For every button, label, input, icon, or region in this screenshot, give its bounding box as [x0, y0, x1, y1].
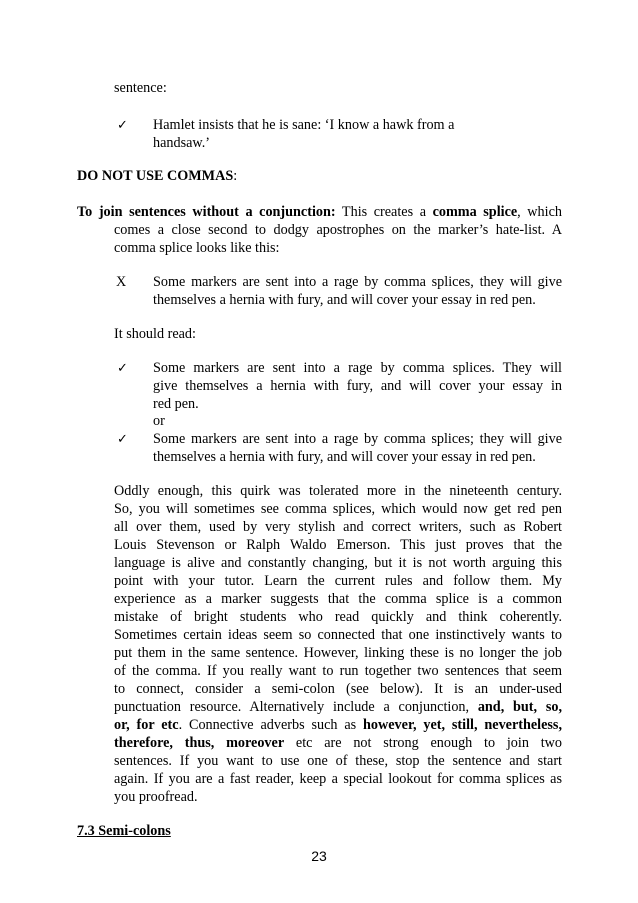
body-line-15-text: etc are not strong enough to join two — [284, 735, 562, 751]
body-line-9: Sometimes certain ideas seem so connected that one instinctively wants to — [114, 627, 562, 643]
right-example-2-line-2: themselves a hernia with fury, and will cover your essay in red pen. — [153, 449, 536, 465]
sentence-label: sentence: — [114, 80, 167, 96]
body-line-5: language is alive and constantly changing, but it is not worth arguing this — [114, 555, 562, 571]
splice-para-line-2: comes a close second to dodgy apostrophes on the marker’s hate-list. A — [114, 222, 562, 238]
body-line-14 — [114, 715, 562, 735]
hamlet-line-1: Hamlet insists that he is sane: ‘I know a hawk from a — [153, 117, 455, 133]
right-example-2-line-1: Some markers are sent into a rage by comma splices; they will give — [153, 431, 562, 447]
body-line-10: put them in the same sentence. However, linking these is no longer the job — [114, 645, 562, 661]
splice-text-1: This creates a — [335, 204, 433, 220]
right-example-1-line-2: give themselves a hernia with fury, and will cover your essay in — [153, 378, 562, 394]
body-line-6: point with your tutor. Learn the current rules and follow them. My — [114, 573, 562, 589]
body-line-11: of the comma. If you really want to run together two sentences that seem — [114, 663, 562, 679]
section-heading: 7.3 Semi-colons — [77, 823, 171, 839]
body-line-2: So, you will sometimes see comma splices, which would now get red pen — [114, 501, 562, 517]
body-line-4: Louis Stevenson or Ralph Waldo Emerson. This just proves that the — [114, 537, 562, 553]
body-line-16: sentences. If you want to use one of these, stop the sentence and start — [114, 753, 562, 769]
adverbs-bold-2: therefore, thus, moreover — [114, 735, 285, 751]
conjunctions-bold: and, but, so, — [477, 699, 562, 715]
body-line-14-text: . Connective adverbs such as — [178, 717, 364, 733]
checkmark-icon: ✓ — [117, 432, 128, 447]
splice-para-line-1 — [77, 202, 562, 222]
heading-text: DO NOT USE COMMAS — [77, 168, 234, 184]
splice-bold-lead: To join sentences without a conjunction: — [77, 204, 336, 220]
page-number: 23 — [311, 848, 327, 864]
body-line-15 — [114, 733, 562, 753]
body-line-18: you proofread. — [114, 789, 198, 805]
heading-colon: : — [233, 168, 238, 184]
body-line-7: experience as a marker suggests that the comma splice is a common — [114, 591, 562, 607]
wrong-example-line-1: Some markers are sent into a rage by comma splices, they will give — [153, 274, 562, 290]
should-read-text: It should read: — [114, 326, 196, 342]
body-line-12: to connect, consider a semi-colon (see below). It is an under-used — [114, 681, 562, 697]
splice-text-2: , which — [517, 204, 562, 220]
conjunctions-bold-2: or, for etc — [114, 717, 179, 733]
splice-para-line-3: comma splice looks like this: — [114, 240, 280, 256]
body-line-17: again. If you are a fast reader, keep a special lookout for comma splices as — [114, 771, 562, 787]
comma-splice-term: comma splice — [432, 204, 518, 220]
body-line-3: all over them, used by very stylish and correct writers, such as Robert — [114, 519, 562, 535]
body-line-13 — [114, 697, 562, 717]
hamlet-line-2: handsaw.’ — [153, 135, 210, 151]
right-example-1-line-1: Some markers are sent into a rage by comma splices. They will — [153, 360, 562, 376]
checkmark-icon: ✓ — [117, 361, 128, 376]
wrong-mark: X — [116, 274, 127, 290]
checkmark-icon: ✓ — [117, 118, 128, 133]
right-example-1-line-3: red pen. — [153, 396, 199, 412]
adverbs-bold: however, yet, still, nevertheless, — [363, 717, 563, 733]
do-not-use-commas-heading — [77, 166, 237, 186]
body-line-1: Oddly enough, this quirk was tolerated more in the nineteenth century. — [114, 483, 562, 499]
body-line-8: mistake of bright students who read quickly and think coherently. — [114, 609, 562, 625]
body-line-13-text: punctuation resource. Alternatively include a conjunction, — [114, 699, 478, 715]
or-text: or — [153, 413, 165, 429]
wrong-example-line-2: themselves a hernia with fury, and will cover your essay in red pen. — [153, 292, 536, 308]
